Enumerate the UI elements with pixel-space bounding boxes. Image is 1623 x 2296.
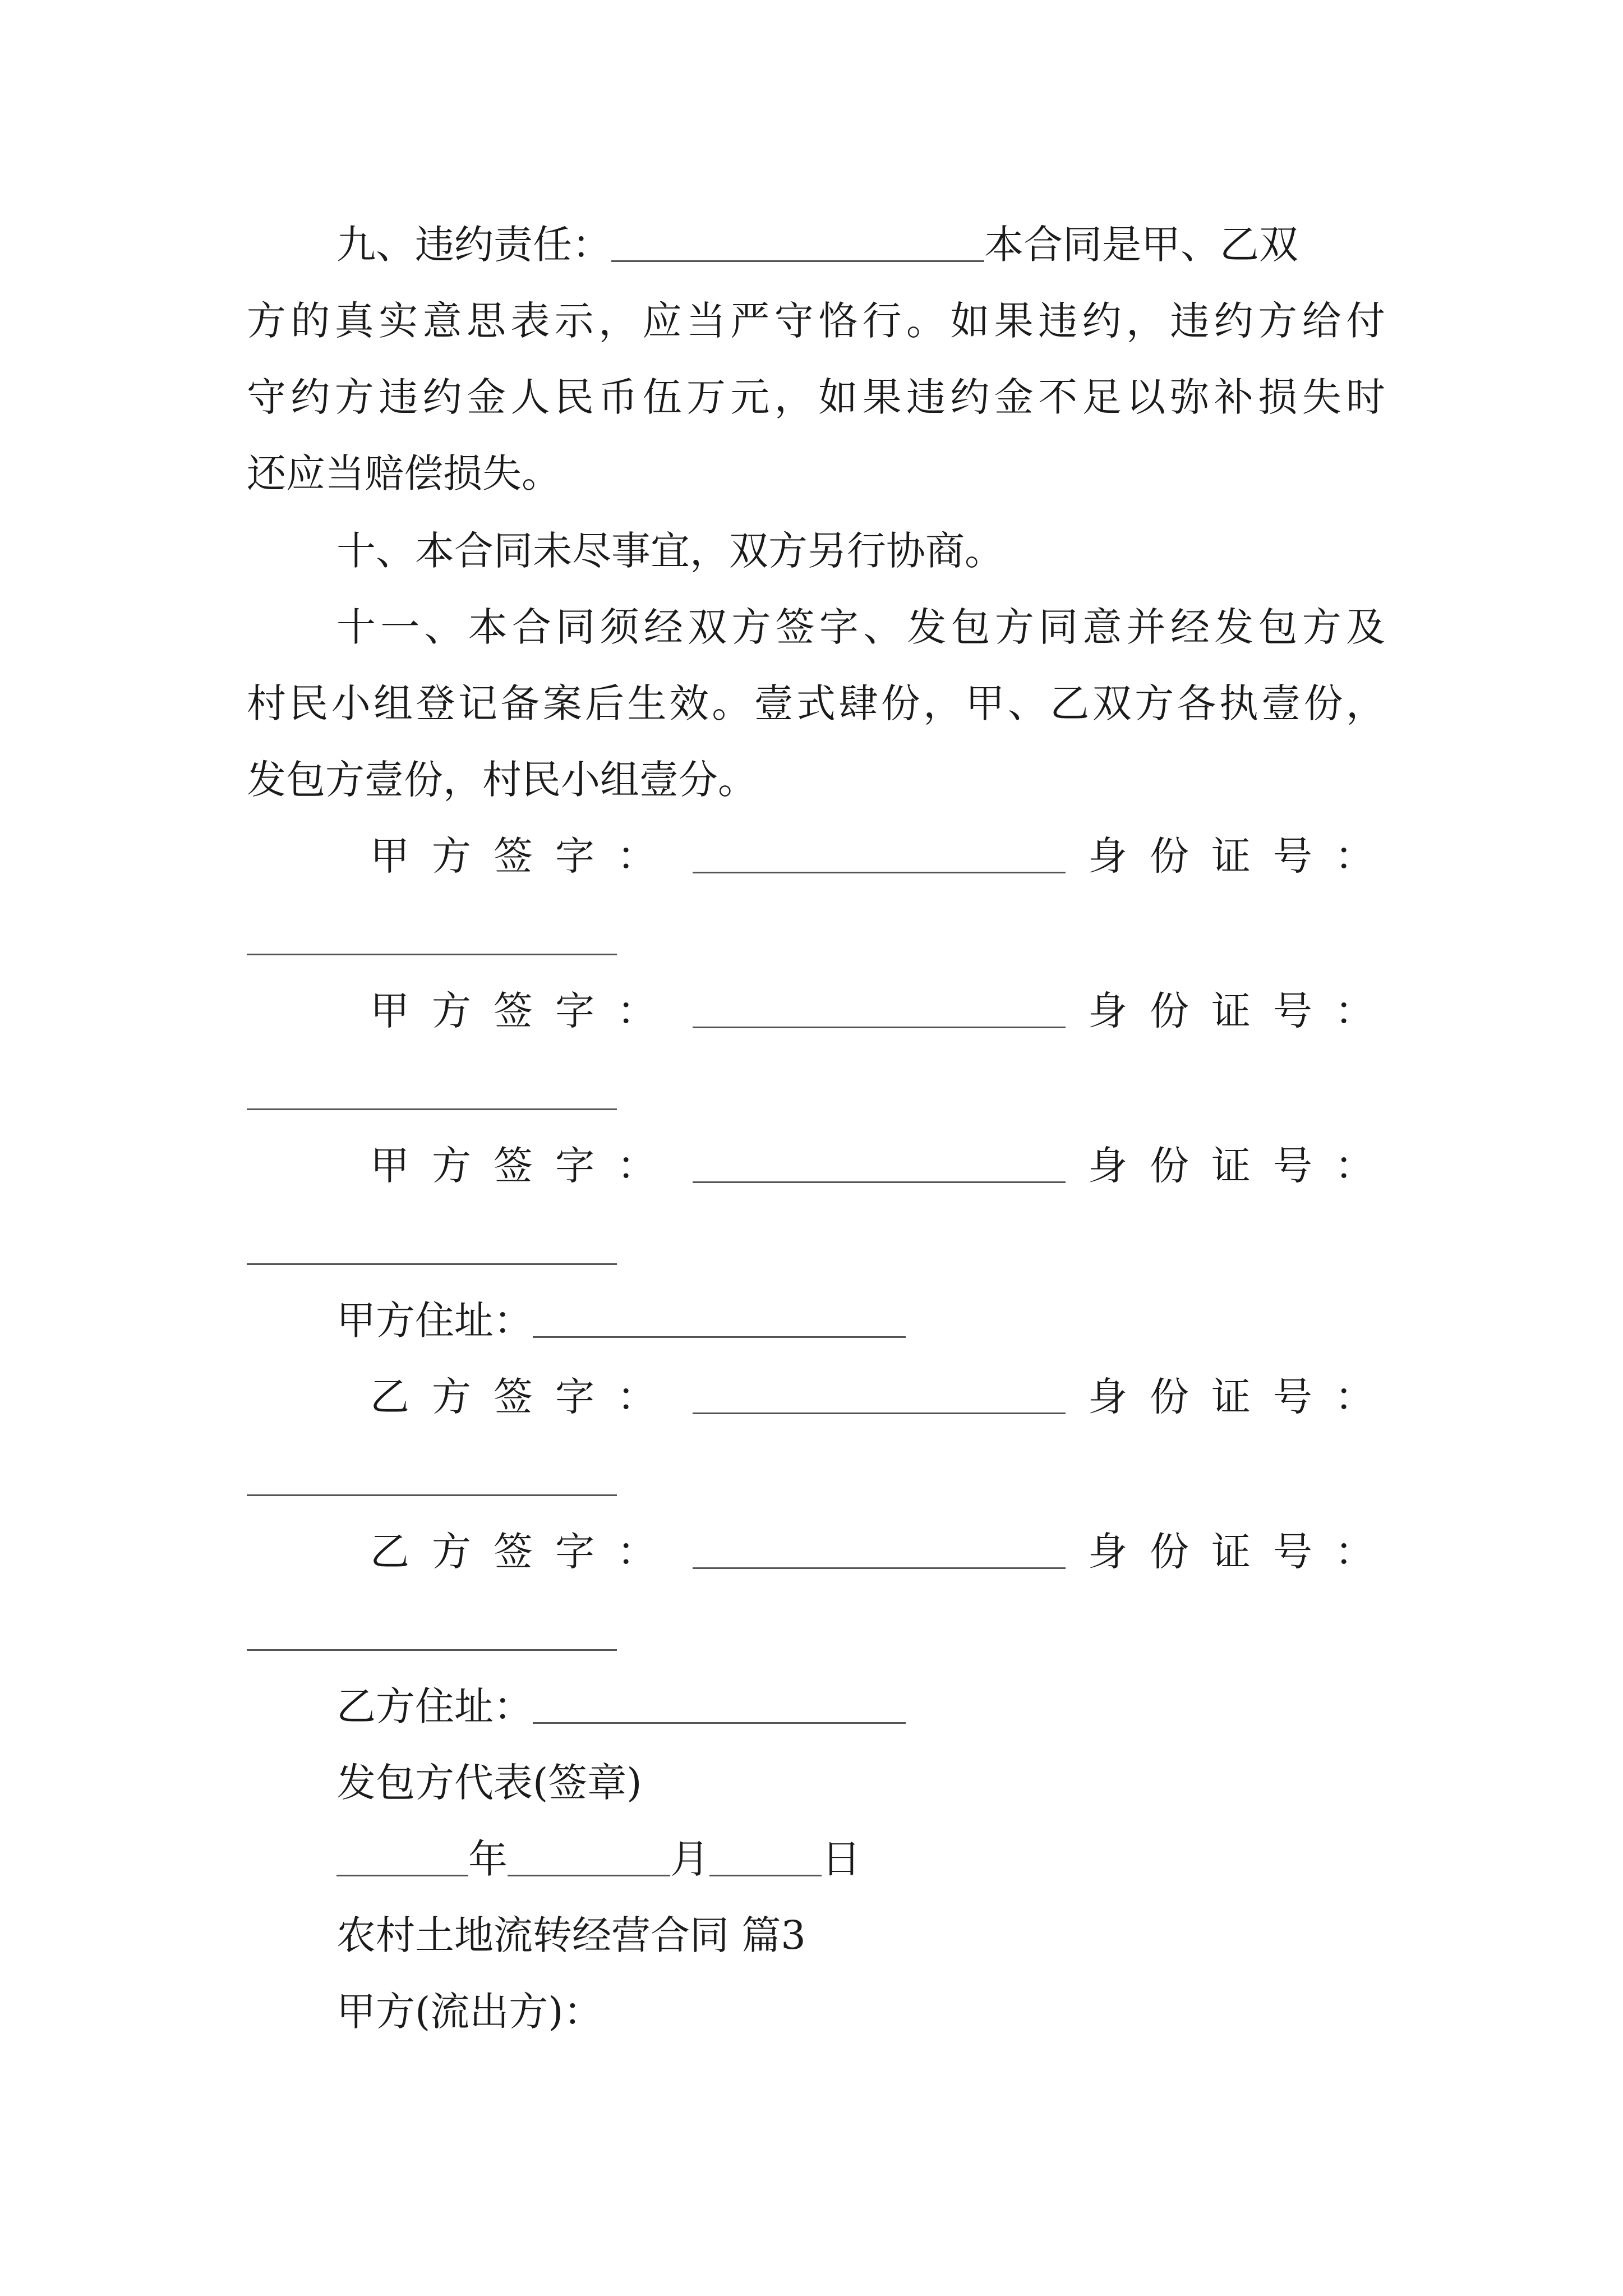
- party-b-signature-row-1: [370, 1369, 1396, 1425]
- id-number-label: 身份证号：: [1088, 988, 1396, 1034]
- clause9-line1-rest: 本合同是甲、乙双: [984, 222, 1298, 268]
- party-a-id-blank[interactable]: [247, 954, 617, 955]
- day-blank[interactable]: [709, 1831, 822, 1876]
- day-label: 日: [822, 1836, 861, 1882]
- party-b-signature-row-2: [370, 1524, 1396, 1580]
- party-a-signature-label: 甲方签字：: [370, 1143, 679, 1189]
- clause9-line2: 方的真实意思表示，应当严守恪行。如果违约，违约方给付: [247, 298, 1385, 344]
- party-a-id-blank[interactable]: [247, 1108, 617, 1110]
- party-b-id-blank[interactable]: [247, 1649, 617, 1651]
- party-a-id-blank[interactable]: [247, 1263, 617, 1265]
- party-a-signature-label: 甲方签字：: [370, 988, 679, 1034]
- party-b-address-line: [336, 1678, 1385, 1734]
- party-a-address-label: 甲方住址：: [336, 1297, 533, 1343]
- clause9-line4: 还应当赔偿损失。: [247, 450, 561, 496]
- clause11-line1: 十一、本合同须经双方签字、发包方同意并经发包方及: [336, 604, 1385, 650]
- year-label: 年: [468, 1836, 508, 1882]
- party-a-signature-blank[interactable]: [693, 828, 1066, 873]
- party-a-signature-blank[interactable]: [693, 1138, 1066, 1183]
- date-line: [336, 1831, 1385, 1887]
- breach-liability-blank[interactable]: [611, 217, 984, 262]
- party-b-signature-label: 乙方签字：: [370, 1374, 679, 1420]
- party-a-signature-label: 甲方签字：: [370, 833, 679, 879]
- clause9-line3: 守约方违约金人民币伍万元，如果违约金不足以弥补损失时: [247, 374, 1385, 420]
- clause10: 十、本合同未尽事宜，双方另行协商。: [336, 528, 1004, 574]
- party-a-signature-row-1: [370, 828, 1396, 884]
- party-b-address-label: 乙方住址：: [336, 1683, 533, 1729]
- next-section-title: 农村土地流转经营合同 篇3: [336, 1912, 806, 1958]
- id-number-label: 身份证号：: [1088, 1529, 1396, 1575]
- clause9-label: 九、违约责任：: [336, 222, 611, 268]
- party-b-address-blank[interactable]: [533, 1678, 906, 1724]
- id-number-label: 身份证号：: [1088, 1374, 1396, 1420]
- party-a-signature-row-2: [370, 983, 1396, 1039]
- party-b-id-blank[interactable]: [247, 1494, 617, 1496]
- party-a-address-line: [336, 1292, 1385, 1349]
- party-b-signature-blank[interactable]: [693, 1524, 1066, 1569]
- month-label: 月: [670, 1836, 709, 1882]
- clause9-line1: [336, 217, 1385, 273]
- month-blank[interactable]: [508, 1831, 670, 1876]
- clause11-line2: 村民小组登记备案后生效。壹式肆份，甲、乙双方各执壹份，: [247, 680, 1385, 726]
- issuer-representative: 发包方代表(签章): [336, 1760, 642, 1806]
- party-a-outflow-label: 甲方(流出方)：: [336, 1989, 603, 2035]
- party-a-address-blank[interactable]: [533, 1292, 906, 1338]
- id-number-label: 身份证号：: [1088, 833, 1396, 879]
- year-blank[interactable]: [336, 1831, 468, 1876]
- clause11-line3: 发包方壹份，村民小组壹分。: [247, 757, 757, 803]
- party-a-signature-row-3: [370, 1138, 1396, 1194]
- party-a-signature-blank[interactable]: [693, 983, 1066, 1028]
- party-b-signature-label: 乙方签字：: [370, 1529, 679, 1575]
- party-b-signature-blank[interactable]: [693, 1369, 1066, 1414]
- id-number-label: 身份证号：: [1088, 1143, 1396, 1189]
